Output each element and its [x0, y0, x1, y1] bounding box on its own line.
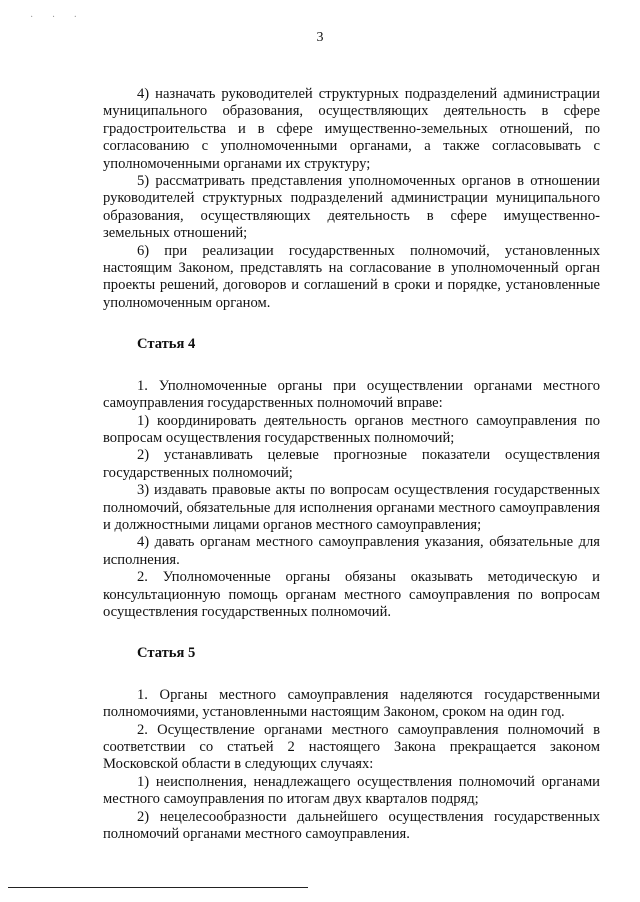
- article3-item-5: 5) рассматривать представления уполномоченных органов в отношении руководителей структурных подразделений администрации муниципального образования, осуществляющих деятельность в сфере имущественно-земельных отношений;: [103, 173, 600, 242]
- article4-paragraph: 1) координировать деятельность органов местного самоуправления по вопросам осуществления государственных полномочий;: [103, 412, 600, 446]
- article3-item-6: 6) при реализации государственных полномочий, установленных настоящим Законом, представлять на согласование в уполномоченный орган проекты решений, договоров и соглашений в сроки и порядке, установленные уполномоченным органом.: [103, 242, 600, 311]
- scan-specks: · · ·: [30, 12, 85, 23]
- article4-paragraph: 2) устанавливать целевые прогнозные показатели осуществления государственных полномочий;: [103, 447, 600, 481]
- article4-paragraph: 3) издавать правовые акты по вопросам осуществления государственных полномочий, обязательные для исполнения органами местного самоуправления и должностными лицами органов местного самоуправления;: [103, 482, 600, 533]
- article5-paragraph: 2) нецелесообразности дальнейшего осуществления государственных полномочий органами местного самоуправления.: [103, 808, 600, 843]
- article4-heading: Статья 4: [137, 336, 196, 353]
- article4-paragraph: 1. Уполномоченные органы при осуществлении органами местного самоуправления государственных полномочий вправе:: [103, 377, 600, 412]
- document-body: [103, 86, 600, 843]
- article4-paragraph: 4) давать органам местного самоуправления указания, обязательные для исполнения.: [103, 534, 600, 568]
- footer-divider: [8, 887, 308, 888]
- article5-paragraph: 1. Органы местного самоуправления наделяются государственными полномочиями, установленными настоящим Законом, сроком на один год.: [103, 686, 600, 721]
- article5-heading: Статья 5: [137, 645, 196, 662]
- article5-paragraph: 1) неисполнения, ненадлежащего осуществления полномочий органами местного самоуправления по итогам двух кварталов подряд;: [103, 773, 600, 808]
- article3-item-4: 4) назначать руководителей структурных подразделений администрации муниципального образования, осуществляющих деятельность в сфере градостроительства и в сфере имущественно-земельных отношений, по согласованию с уполномоченными органами, а также согласовывать с уполномоченными органами их структуру;: [103, 86, 600, 172]
- article4-paragraph: 2. Уполномоченные органы обязаны оказывать методическую и консультационную помощь органам местного самоуправления по вопросам осуществления государственных полномочий.: [103, 569, 600, 620]
- article5-paragraph: 2. Осуществление органами местного самоуправления полномочий в соответствии со статьей 2 настоящего Закона прекращается законом Московской области в следующих случаях:: [103, 721, 600, 773]
- page-number: 3: [316, 30, 324, 45]
